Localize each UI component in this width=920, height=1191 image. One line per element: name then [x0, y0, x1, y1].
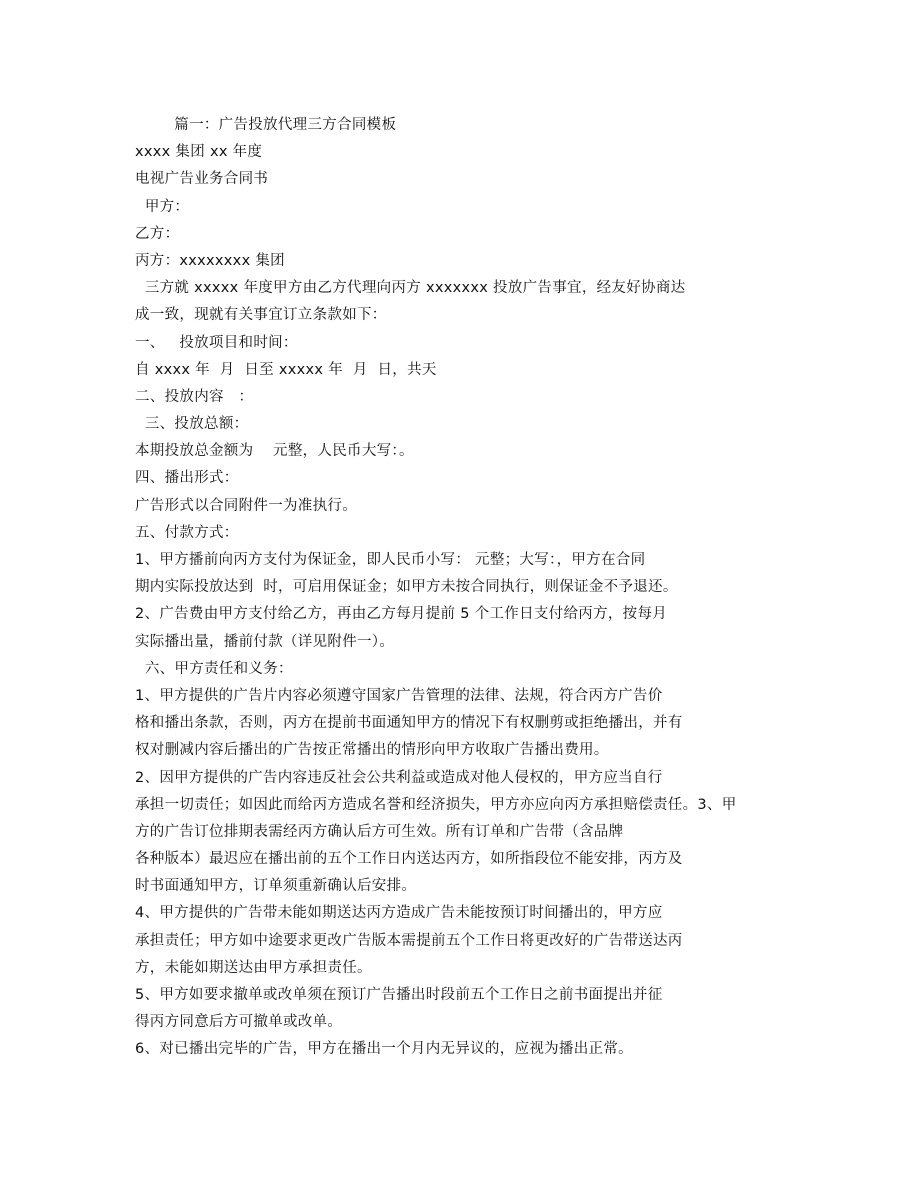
paragraph-line: 成一致，现就有关事宜订立条款如下： — [135, 307, 387, 324]
paragraph-line: 2、广告费由甲方支付给乙方，再由乙方每月提前 5 个工作日支付给丙方，按每月 — [135, 606, 668, 623]
paragraph-line: 6、对已播出完毕的广告，甲方在播出一个月内无异议的，应视为播出正常。 — [135, 1041, 633, 1058]
clause-heading: 二、投放内容 ： — [135, 388, 254, 405]
paragraph-line: 得丙方同意后方可撤单或改单。 — [135, 1014, 343, 1031]
paragraph-line: 自 xxxx 年 月 日至 xxxxx 年 月 日，共天 — [135, 361, 437, 378]
paragraph-line: 三方就 xxxxx 年度甲方由乙方代理向丙方 xxxxxxx 投放广告事宜，经友好协商达 — [135, 280, 686, 297]
contract-heading: 电视广告业务合同书 — [135, 171, 269, 188]
paragraph-line: 格和播出条款，否则，丙方在提前书面通知甲方的情况下有权删剪或拒绝播出，并有 — [135, 715, 683, 732]
paragraph-line: 实际播出量，播前付款（详见附件一）。 — [135, 633, 395, 650]
paragraph-line: 方的广告订位排期表需经丙方确认后方可生效。所有订单和广告带（含品牌 — [135, 823, 624, 840]
paragraph-line: 1、甲方提供的广告片内容必须遵守国家广告管理的法律、法规，符合丙方广告价 — [135, 687, 663, 704]
paragraph-line: 承担一切责任；如因此而给丙方造成名誉和经济损失，甲方亦应向丙方承担赔偿责任。3、甲 — [135, 796, 737, 813]
paragraph-line: 承担责任；甲方如中途要求更改广告版本需提前五个工作日将更改好的广告带送达丙 — [135, 932, 683, 949]
paragraph-line: 方，未能如期送达由甲方承担责任。 — [135, 959, 372, 976]
clause-heading: 三、投放总额： — [135, 416, 249, 433]
party-c-line: 丙方：xxxxxxxx 集团 — [135, 252, 285, 269]
paragraph-line: 各种版本）最迟应在播出前的五个工作日内送达丙方，如所指段位不能安排，丙方及 — [135, 851, 683, 868]
party-a-line: 甲方： — [135, 198, 190, 215]
paragraph-line: 权对删减内容后播出的广告按正常播出的情形向甲方收取广告播出费用。 — [135, 742, 609, 759]
paragraph-line: 4、甲方提供的广告带未能如期送达丙方造成广告未能按预订时间播出的，甲方应 — [135, 905, 663, 922]
paragraph-line: 1、甲方播前向丙方支付为保证金，即人民币小写： 元整；大写：，甲方在合同 — [135, 552, 646, 568]
contract-heading: xxxx 集团 xx 年度 — [135, 144, 263, 161]
paragraph-line: 广告形式以合同附件一为准执行。 — [135, 497, 357, 514]
clause-heading: 一、 投放项目和时间： — [135, 334, 298, 351]
clause-heading: 五、付款方式： — [135, 524, 239, 541]
paragraph-line: 期内实际投放达到 时，可启用保证金；如甲方未按合同执行，则保证金不予退还。 — [135, 579, 678, 596]
section-title: 篇一：广告投放代理三方合同模板 — [135, 117, 397, 133]
party-b-line: 乙方： — [135, 225, 180, 242]
paragraph-line: 2、因甲方提供的广告内容违反社会公共利益或造成对他人侵权的，甲方应当自行 — [135, 769, 663, 786]
contract-text — [135, 112, 785, 1064]
paragraph-line: 时书面通知甲方，订单须重新确认后安排。 — [135, 878, 417, 895]
paragraph-line: 本期投放总金额为 元整，人民币大写：。 — [135, 443, 414, 460]
paragraph-line: 5、甲方如要求撤单或改单须在预订广告播出时段前五个工作日之前书面提出并征 — [135, 987, 663, 1003]
clause-heading: 六、甲方责任和义务： — [135, 660, 293, 677]
clause-heading: 四、播出形式： — [135, 470, 239, 487]
